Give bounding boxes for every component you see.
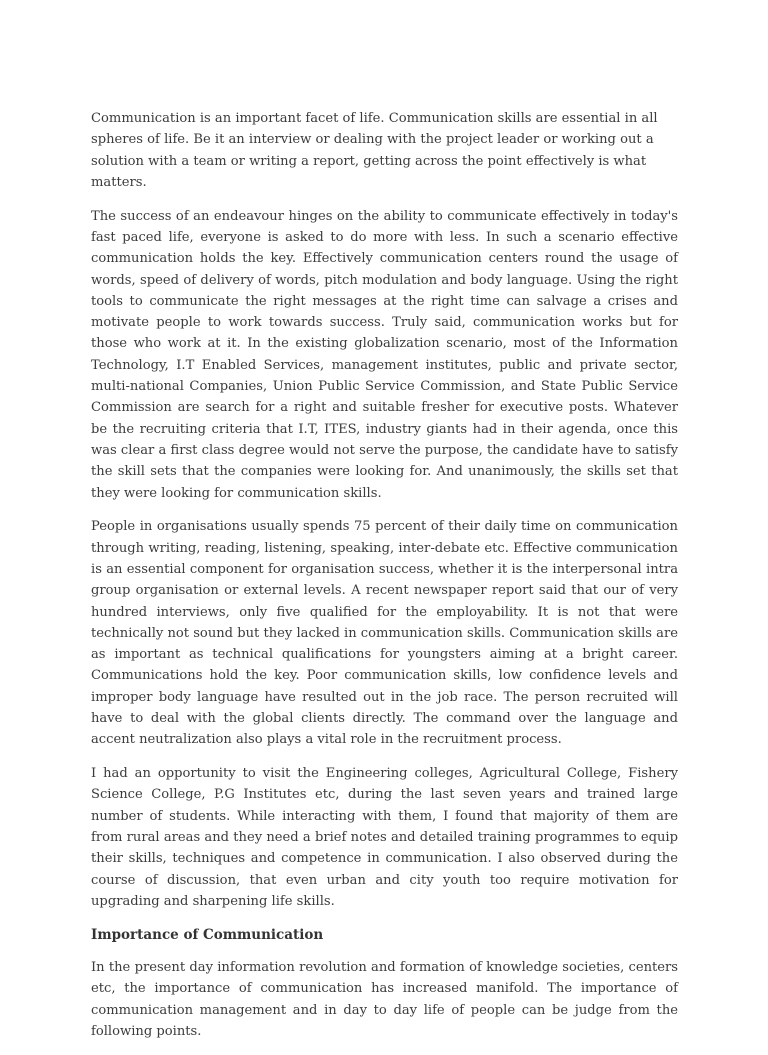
paragraph-organisations: People in organisations usually spends 75 percent of their daily time on communication through writing, reading, listening, speaking, inter-debate etc. Effective communication is an essential component for organisation success, whether it is the interpersonal intra group organisation or external levels. A recent newspaper report said that our of very hundred interviews, only five qualified for the employability. It is not that were technically not sound but they lacked in communication skills. Communication skills are as important as technical qualifications for youngsters aiming at a bright career. Communications hold the key. Poor communication skills, low confidence levels and improper body language have resulted out in the job race. The person recruited will have to deal with the global clients directly. The command over the language and accent neutralization also plays a vital role in the recruitment process. [91,519,679,748]
document-page [91,108,678,1055]
paragraph-opportunity: I had an opportunity to visit the Engineering colleges, Agricultural College, Fishery Science College, P.G Institutes etc, during the last seven years and trained large number of students. While interacting with them, I found that majority of them are from rural areas and they need a brief notes and detailed training programmes to equip their skills, techniques and competence in communication. I also observed during the course of discussion, that even urban and city youth too require motivation for upgrading and sharpening life skills. [91,766,678,909]
section-heading: Importance of Communication [91,926,324,943]
paragraph-success: The success of an endeavour hinges on the ability to communicate effectively in today's fast paced life, everyone is asked to do more with less. In such a scenario effective communication holds the key. Effectively communication centers round the usage of words, speed of delivery of words, pitch modulation and body language. Using the right tools to communicate the right messages at the right time can salvage a crises and motivate people to work towards success. Truly said, communication works but for those who work at it. In the existing globalization scenario, most of the Information Technology, I.T Enabled Services, management institutes, public and private sector, multi-national Companies, Union Public Service Commission, and State Public Service Commission are search for a right and suitable fresher for executive posts. Whatever be the recruiting criteria that I.T, ITES, industry giants had in their agenda, once this was clear a first class degree would not serve the purpose, the candidate have to satisfy the skill sets that the companies were looking for. And unanimously, the skills set that they were looking for communication skills. [91,208,678,501]
paragraph-importance: In the present day information revolution and formation of knowledge societies, centers etc, the importance of communication has increased manifold. The importance of communication management and in day to day life of people can be judge from the following points. [91,959,678,1039]
paragraph-intro: Communication is an important facet of life. Communication skills are essential in all spheres of life. Be it an interview or dealing with the project leader or working out a solution with a team or writing a report, getting across the point effectively is what matters. [91,111,658,190]
